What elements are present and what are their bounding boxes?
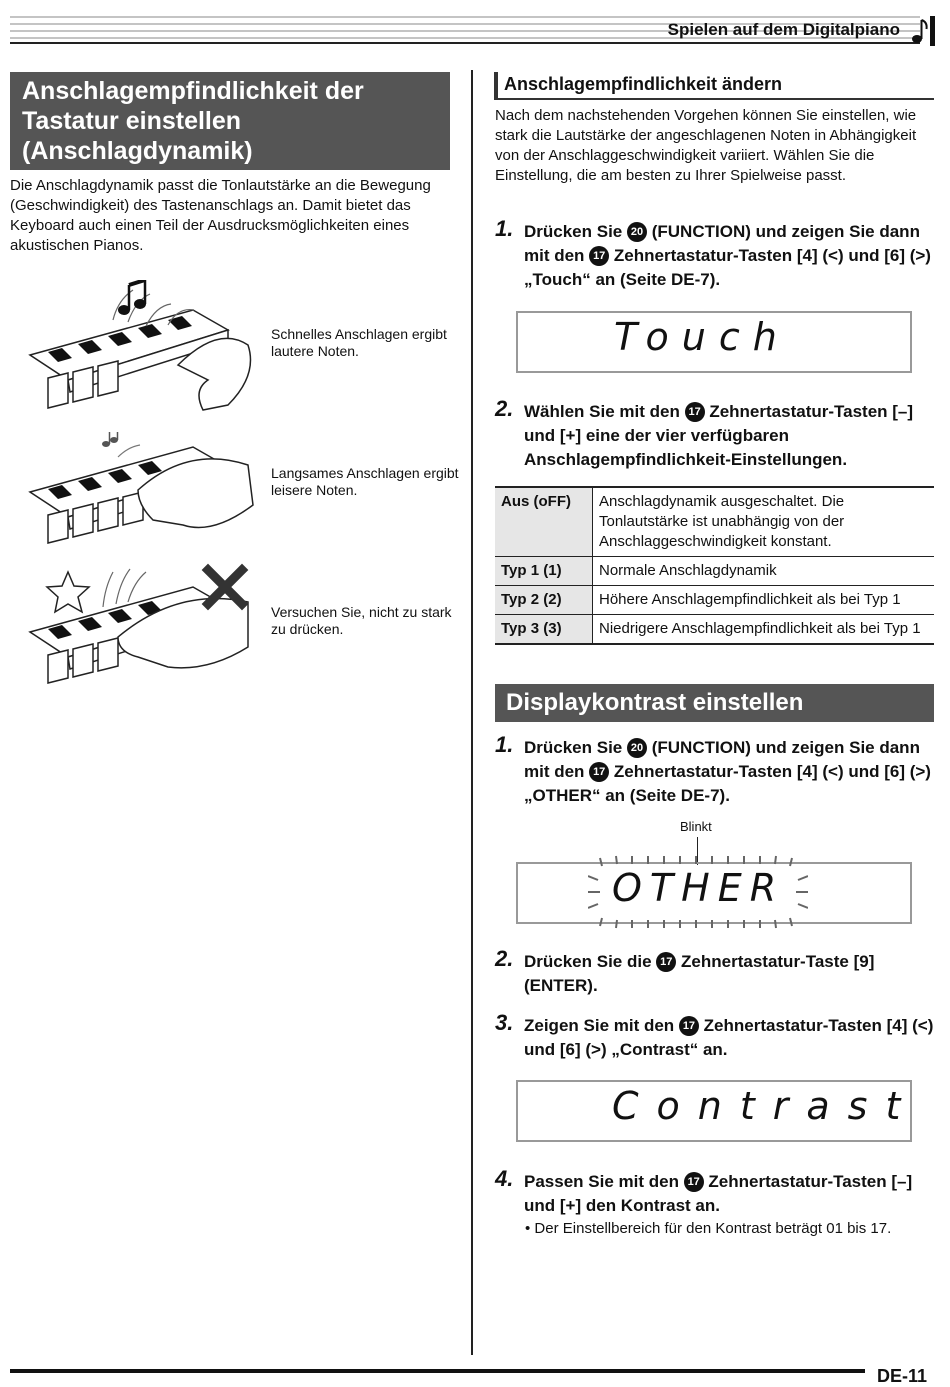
step-number: 4. bbox=[495, 1166, 514, 1191]
lcd-display-other bbox=[516, 862, 912, 924]
table-row bbox=[495, 586, 934, 615]
table-value: Niedrigere Anschlagempfindlichkeit als bei Typ 1 bbox=[593, 615, 935, 645]
step-number: 2. bbox=[495, 946, 514, 971]
keyboard-hard-press-illustration bbox=[28, 562, 258, 688]
table-key: Typ 2 (2) bbox=[495, 586, 593, 615]
function-button-icon: 20 bbox=[627, 222, 647, 242]
step-number: 1. bbox=[495, 216, 514, 241]
number-keypad-icon: 17 bbox=[684, 1172, 704, 1192]
table-row bbox=[495, 557, 934, 586]
touch-step-1: 1. Drücken Sie 20 (FUNCTION) und zeigen Sie dann mit den 17 Zehnertastatur-Tasten [4] (<) und [6] (>) „Touch“ an (Seite DE-7). bbox=[495, 216, 931, 289]
lcd-text-other: OTHER bbox=[612, 866, 785, 910]
function-button-icon: 20 bbox=[627, 738, 647, 758]
caption-hard: Versuchen Sie, nicht zu stark zu drücken. bbox=[271, 604, 452, 637]
right-intro-text: Nach dem nachstehenden Vorgehen können Sie einstellen, wie stark die Lautstärke der angeschlagenen Noten in Abhängigkeit von der Anschlaggeschwindigkeit variiert. Wählen Sie die Einstellung, die am besten zu Ihrer Spielweise passt. bbox=[495, 107, 917, 184]
header-title: Spielen auf dem Digitalpiano bbox=[667, 20, 900, 39]
step-number: 2. bbox=[495, 396, 514, 421]
table-key: Aus (oFF) bbox=[495, 487, 593, 557]
bullet-note: • Der Einstellbereich für den Kontrast beträgt 01 bis 17. bbox=[525, 1220, 892, 1237]
section-heading-touch: Anschlagempfindlichkeit der Tastatur einstellen (Anschlagdynamik) bbox=[10, 72, 450, 170]
table-value: Normale Anschlagdynamik bbox=[593, 557, 935, 586]
keyboard-slow-strike-illustration bbox=[28, 432, 258, 547]
caption-fast: Schnelles Anschlagen ergibt lautere Noten. bbox=[271, 326, 447, 359]
number-keypad-icon: 17 bbox=[679, 1016, 699, 1036]
keyboard-fast-strike-illustration bbox=[28, 280, 258, 415]
contrast-step-2: 2. Drücken Sie die 17 Zehnertastatur-Taste [9] (ENTER). bbox=[495, 946, 875, 995]
music-note-icon bbox=[910, 16, 936, 46]
table-value: Höhere Anschlagempfindlichkeit als bei Typ 1 bbox=[593, 586, 935, 615]
table-key: Typ 1 (1) bbox=[495, 557, 593, 586]
number-keypad-icon: 17 bbox=[589, 762, 609, 782]
touch-step-2: 2. Wählen Sie mit den 17 Zehnertastatur-Tasten [–] und [+] eine der vier verfügbaren Anschlagempfindlichkeit-Einstellungen. bbox=[495, 396, 914, 469]
table-value: Anschlagdynamik ausgeschaltet. Die Tonlautstärke ist unabhängig von der Anschlaggeschwindigkeit konstant. bbox=[593, 487, 935, 557]
left-intro-text: Die Anschlagdynamik passt die Tonlautstärke an die Bewegung (Geschwindigkeit) des Tastenanschlags an. Damit bietet das Keyboard auch einen Teil der Ausdrucksmöglichkeiten eines akustischen Pianos. bbox=[10, 177, 431, 254]
table-key: Typ 3 (3) bbox=[495, 615, 593, 645]
contrast-step-1: 1. Drücken Sie 20 (FUNCTION) und zeigen Sie dann mit den 17 Zehnertastatur-Tasten [4] (<) und [6] (>) „OTHER“ an (Seite DE-7). bbox=[495, 732, 931, 805]
table-row bbox=[495, 487, 934, 557]
footer-rule bbox=[10, 1369, 865, 1373]
lcd-text-touch: Touch bbox=[614, 315, 790, 359]
table-row bbox=[495, 615, 934, 645]
contrast-step-3: 3. Zeigen Sie mit den 17 Zehnertastatur-Tasten [4] (<) und [6] (>) „Contrast“ an. bbox=[495, 1010, 934, 1059]
touch-settings-table bbox=[495, 486, 934, 645]
lcd-display-touch bbox=[516, 311, 912, 373]
contrast-step-4: 4. Passen Sie mit den 17 Zehnertastatur-Tasten [–] und [+] den Kontrast an. bbox=[495, 1166, 913, 1215]
step-number: 1. bbox=[495, 732, 514, 757]
section-heading-contrast: Displaykontrast einstellen bbox=[495, 684, 934, 722]
column-divider bbox=[471, 70, 473, 1355]
blink-label: Blinkt bbox=[680, 819, 712, 834]
lcd-text-contrast: Contrast bbox=[612, 1084, 919, 1128]
number-keypad-icon: 17 bbox=[685, 402, 705, 422]
subheading-change-touch: Anschlagempfindlichkeit ändern bbox=[494, 72, 934, 100]
step-number: 3. bbox=[495, 1010, 514, 1035]
lcd-display-contrast bbox=[516, 1080, 919, 1142]
number-keypad-icon: 17 bbox=[656, 952, 676, 972]
page-number: DE-11 bbox=[877, 1366, 928, 1386]
caption-slow: Langsames Anschlagen ergibt leisere Noten. bbox=[271, 465, 459, 498]
number-keypad-icon: 17 bbox=[589, 246, 609, 266]
